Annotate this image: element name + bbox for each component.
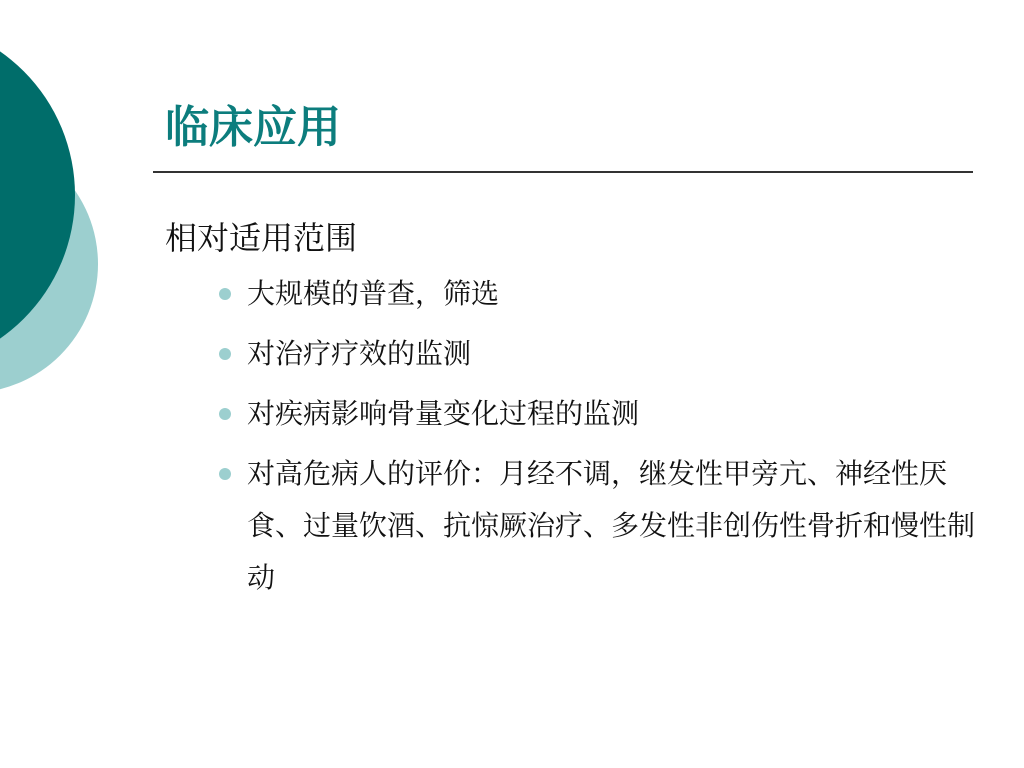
bullet-dot-icon <box>219 468 231 480</box>
bullet-item <box>165 268 977 320</box>
bullet-item <box>165 448 987 604</box>
bullet-dot-icon <box>219 348 231 360</box>
bullet-text: 对治疗疗效的监测 <box>247 337 472 370</box>
bullet-item <box>165 328 977 380</box>
bullet-dot-icon <box>219 408 231 420</box>
bullet-list <box>165 268 985 604</box>
bullet-text: 对疾病影响骨量变化过程的监测 <box>247 397 640 430</box>
bullet-item <box>165 388 977 440</box>
bullet-dot-icon <box>219 288 231 300</box>
slide-content <box>165 212 985 612</box>
section-heading: 相对适用范围 <box>165 219 358 257</box>
slide-title: 临床应用 <box>165 102 341 153</box>
bullet-text: 对高危病人的评价：月经不调，继发性甲旁亢、神经性厌食、过量饮酒、抗惊厥治疗、多发性非创伤性骨折和慢性制动 <box>247 457 976 594</box>
title-divider <box>153 171 973 173</box>
bullet-text: 大规模的普查，筛选 <box>247 277 500 310</box>
